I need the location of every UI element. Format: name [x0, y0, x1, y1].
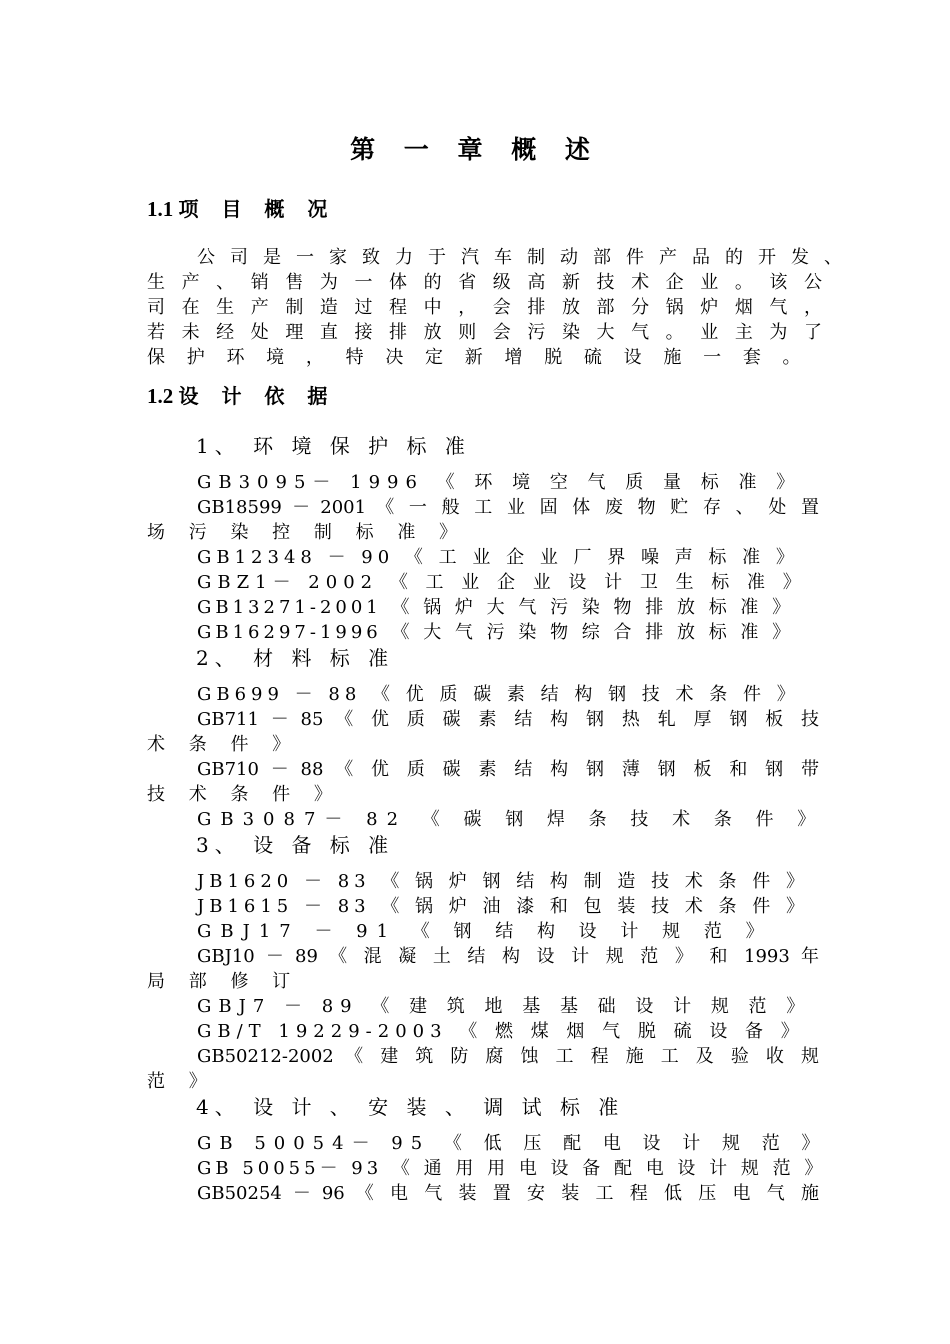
- paragraph-line: 若未经处理直接排放则会污染大气。业主为了: [147, 322, 822, 343]
- standard-item: GB3095－ 1996 《 环 境 空 气 质 量 标 准 》: [197, 472, 802, 493]
- subsection-design-install: 4、 设 计 、 安 装 、 调 试 标 准: [196, 1095, 625, 1119]
- standard-item: 范 》: [147, 1071, 216, 1092]
- standard-item: GBZ1－ 2002 《 工 业 企 业 设 计 卫 生 标 准 》: [197, 572, 807, 593]
- paragraph-line: 公司是一家致力于汽车制动部件产品的开发、: [197, 247, 842, 268]
- standard-item: GB710 － 88 《 优 质 碳 素 结 构 钢 薄 钢 板 和 钢 带: [197, 759, 819, 780]
- standard-item: GBJ10 － 89 《 混 凝 土 结 构 设 计 规 范 》 和 1993 年: [197, 946, 819, 967]
- standard-item: 场 污 染 控 制 标 准 》: [147, 522, 467, 543]
- chapter-title: 第 一 章 概 述: [350, 135, 600, 164]
- standard-item: GBJ7 － 89 《 建 筑 地 基 基 础 设 计 规 范 》: [197, 996, 812, 1017]
- standard-item: GB711 － 85 《 优 质 碳 素 结 构 钢 热 轧 厚 钢 板 技: [197, 709, 819, 730]
- standard-item: GBJ17 － 91 《 钢 结 构 设 计 规 范 》: [197, 921, 773, 942]
- standard-item: GB18599 － 2001 《 一 般 工 业 固 体 废 物 贮 存 、 处 置: [197, 497, 819, 518]
- standard-item: GB 50054－ 95 《 低 压 配 电 设 计 规 范 》: [197, 1133, 828, 1154]
- standard-item: GB50212-2002 《 建 筑 防 腐 蚀 工 程 施 工 及 验 收 规: [197, 1046, 819, 1067]
- standard-item: JB1615 － 83 《 锅 炉 油 漆 和 包 装 技 术 条 件 》: [197, 896, 809, 917]
- section-heading-1-2: [147, 382, 335, 410]
- standard-item: GB699 － 88 《 优 质 碳 素 结 构 钢 技 术 条 件 》: [197, 684, 800, 705]
- standard-item: GB/T 19229-2003 《 燃 煤 烟 气 脱 硫 设 备 》: [197, 1021, 805, 1042]
- section-heading-1-1: [147, 195, 335, 223]
- subsection-equipment: 3、 设 备 标 准: [196, 833, 395, 857]
- standard-item: 局 部 修 订: [147, 971, 300, 992]
- standard-item: GB12348 － 90 《 工 业 企 业 厂 界 噪 声 标 准 》: [197, 547, 799, 568]
- section-title: 设 计 依 据: [178, 384, 336, 408]
- paragraph-line: 司在生产制造过程中，会排放部分锅炉烟气，: [147, 297, 822, 318]
- standard-item: GB3087－ 82 《 碳 钢 焊 条 技 术 条 件 》: [197, 809, 825, 830]
- section-title: 项 目 概 况: [178, 197, 336, 221]
- standard-item: JB1620 － 83 《 锅 炉 钢 结 构 制 造 技 术 条 件 》: [197, 871, 809, 892]
- standard-item: GB 50055－ 93 《 通 用 用 电 设 备 配 电 设 计 规 范 》: [197, 1158, 827, 1179]
- section-number: 1.1: [147, 197, 174, 221]
- standard-item: GB16297-1996 《 大 气 污 染 物 综 合 排 放 标 准 》: [197, 622, 795, 643]
- subsection-materials: 2、 材 料 标 准: [196, 646, 395, 670]
- paragraph-line: 保 护 环 境 ， 特 决 定 新 增 脱 硫 设 施 一 套 。: [147, 347, 809, 368]
- standard-item: 术 条 件 》: [147, 734, 300, 755]
- subsection-environment: 1、 环 境 保 护 标 准: [196, 434, 471, 458]
- standard-item: GB13271-2001 《 锅 炉 大 气 污 染 物 排 放 标 准 》: [197, 597, 795, 618]
- section-number: 1.2: [147, 384, 174, 408]
- standard-item: 技 术 条 件 》: [147, 784, 341, 805]
- paragraph-line: 生产、销售为一体的省级高新技术企业。该公: [147, 272, 822, 293]
- standard-item: GB50254 － 96 《 电 气 装 置 安 装 工 程 低 压 电 气 施: [197, 1183, 819, 1204]
